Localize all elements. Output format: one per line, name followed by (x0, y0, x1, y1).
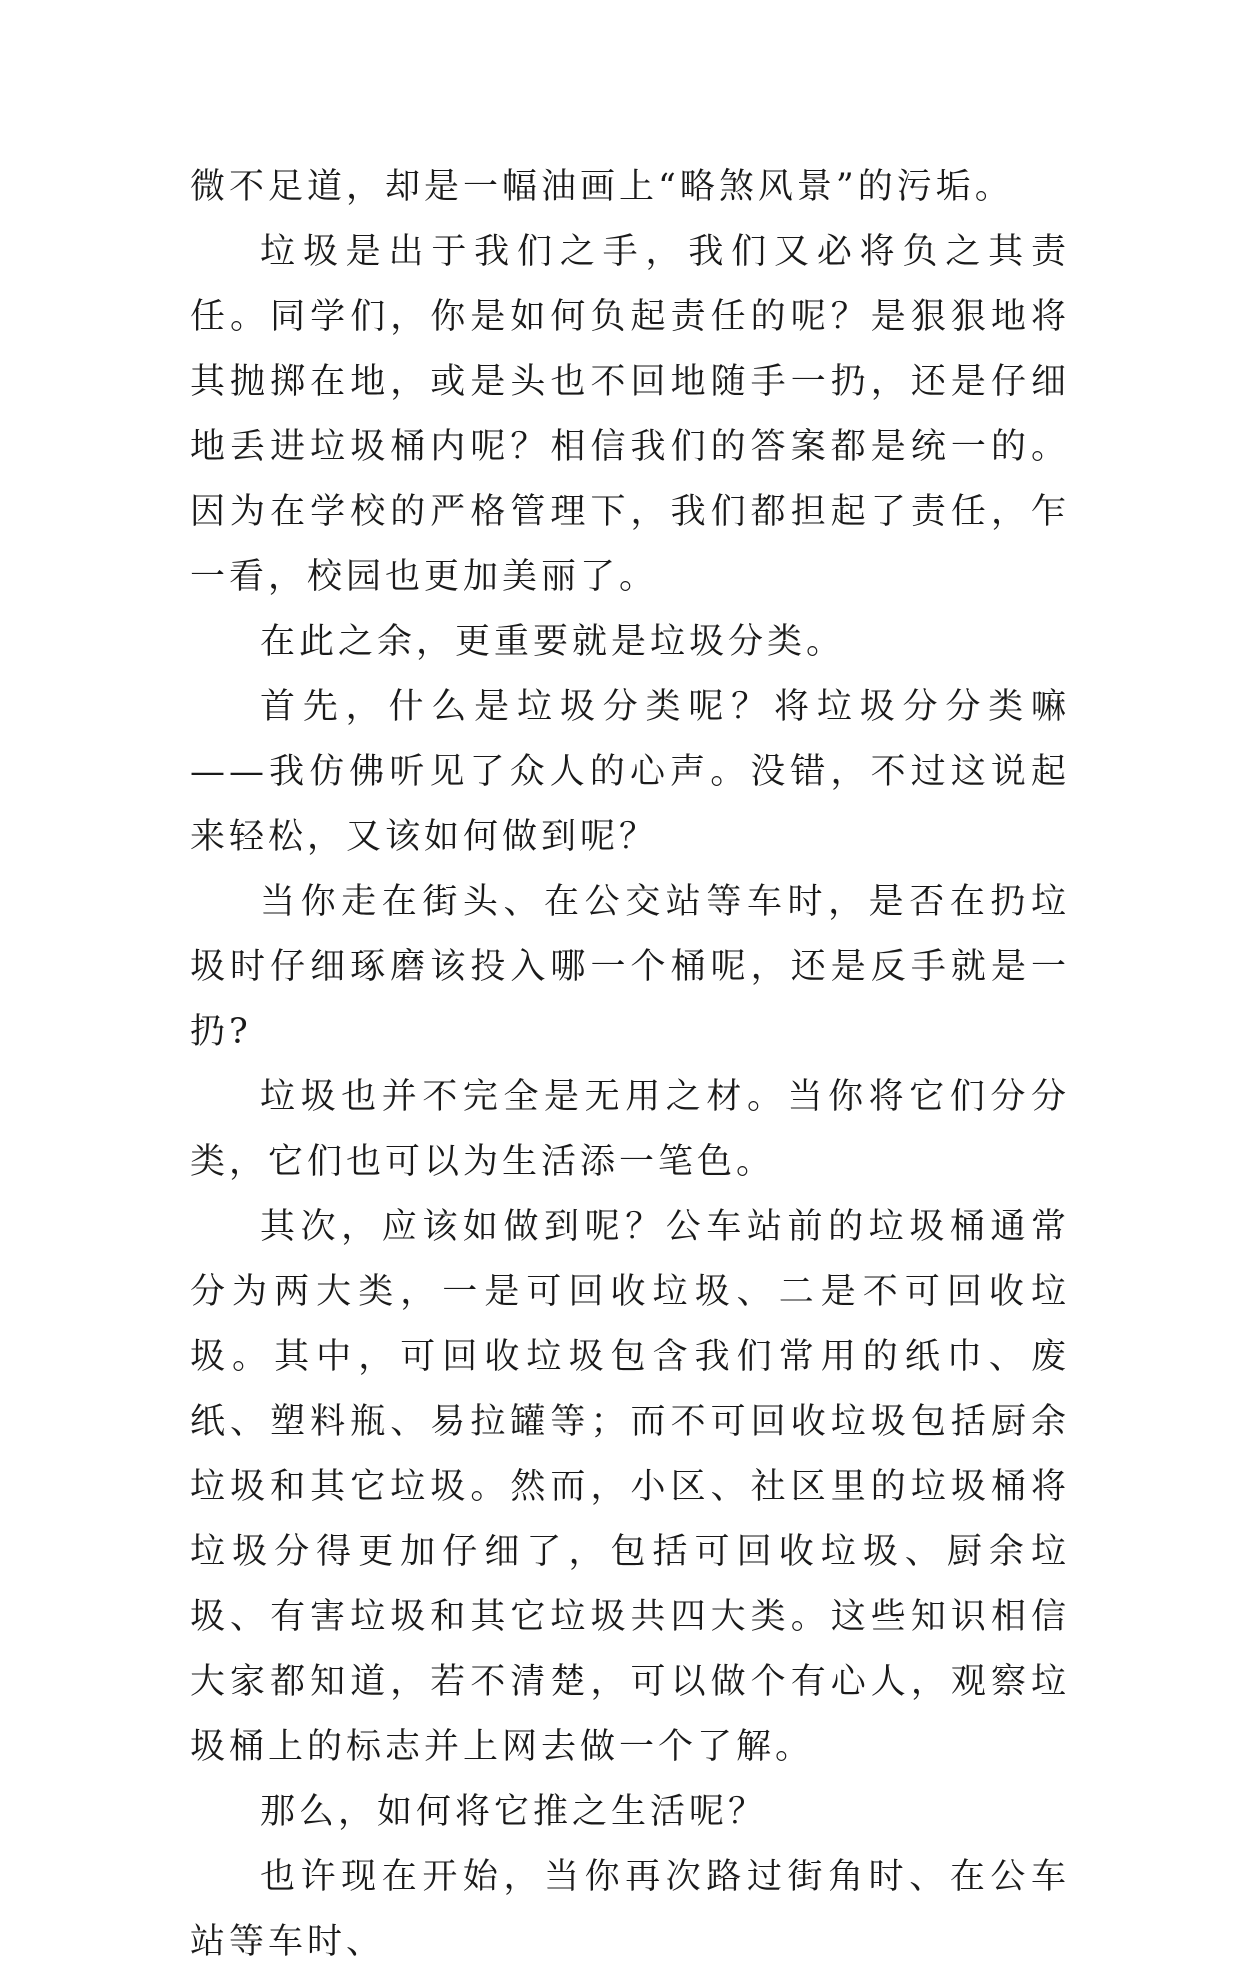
paragraph: 垃圾是出于我们之手，我们又必将负之其责任。同学们，你是如何负起责任的呢？是狠狠地将其抛掷在地，或是头也不回地随手一扔，还是仔细地丢进垃圾桶内呢？相信我们的答案都是统一的。因为在学校的严格管理下，我们都担起了责任，乍一看，校园也更加美丽了。 (190, 232, 1070, 597)
paragraph: 在此之余，更重要就是垃圾分类。 (260, 622, 846, 662)
paragraph: 那么，如何将它推之生活呢？ (260, 1792, 768, 1832)
paragraph: 首先，什么是垃圾分类呢？将垃圾分分类嘛——我仿佛听见了众人的心声。没错，不过这说起来轻松，又该如何做到呢？ (190, 687, 1070, 857)
paragraph: 其次，应该如做到呢？公车站前的垃圾桶通常分为两大类，一是可回收垃圾、二是不可回收垃圾。其中，可回收垃圾包含我们常用的纸巾、废纸、塑料瓶、易拉罐等；而不可回收垃圾包括厨余垃圾和其它垃圾。然而，小区、社区里的垃圾桶将垃圾分得更加仔细了，包括可回收垃圾、厨余垃圾、有害垃圾和其它垃圾共四大类。这些知识相信大家都知道，若不清楚，可以做个有心人，观察垃圾桶上的标志并上网去做一个了解。 (190, 1207, 1070, 1767)
document-body (190, 155, 1070, 1975)
paragraph: 微不足道，却是一幅油画上“略煞风景”的污垢。 (190, 167, 1014, 207)
paragraph: 当你走在街头、在公交站等车时，是否在扔垃圾时仔细琢磨该投入哪一个桶呢，还是反手就是一扔? (190, 882, 1070, 1052)
paragraph: 也许现在开始，当你再次路过街角时、在公车站等车时、 (190, 1857, 1070, 1962)
paragraph: 垃圾也并不完全是无用之材。当你将它们分分类，它们也可以为生活添一笔色。 (190, 1077, 1070, 1182)
